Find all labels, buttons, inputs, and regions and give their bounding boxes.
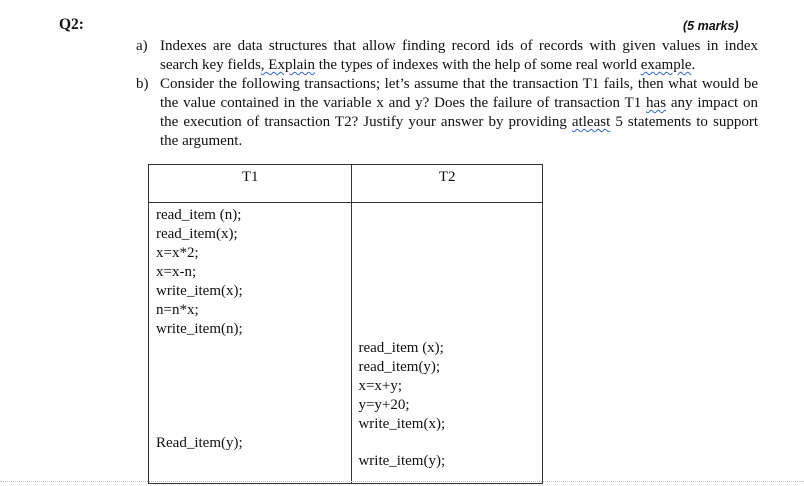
part-b-text-4: atleast xyxy=(571,114,611,130)
t1-op: write_item(x); xyxy=(156,283,243,299)
part-b-text-2: has xyxy=(646,95,667,111)
t1-op: read_item(x); xyxy=(156,226,238,242)
part-a xyxy=(136,37,758,77)
table-body-row xyxy=(149,203,543,484)
part-b-label: b) xyxy=(136,76,149,92)
page-bottom-divider xyxy=(0,481,804,482)
question-label: Q2: xyxy=(59,16,84,33)
t1-op: x=x*2; xyxy=(156,245,199,261)
marks-label: (5 marks) xyxy=(683,19,739,33)
part-a-text-4: the types of indexes with the help of some real world xyxy=(314,57,641,73)
t1-cell xyxy=(149,203,352,484)
part-a-text xyxy=(160,37,758,75)
part-b-text-1: Consider the following transactions; let’s assume that the transaction T1 fails, then what would be the value contained in the variable x and y? Does the failure of transaction T1 xyxy=(160,76,758,111)
part-a-label: a) xyxy=(136,38,148,54)
t1-op: Read_item(y); xyxy=(156,435,243,451)
transactions-table xyxy=(148,164,543,484)
t1-op: n=n*x; xyxy=(156,302,199,318)
table-header-row xyxy=(149,165,543,203)
t2-op: write_item(x); xyxy=(358,416,446,432)
t2-cell xyxy=(352,203,543,484)
part-b-text xyxy=(160,75,758,151)
t2-op: write_item(y); xyxy=(358,453,446,469)
part-a-text-2: , xyxy=(260,57,269,73)
part-b-text-5: 5 statements to support the argument. xyxy=(160,114,758,149)
t1-op: read_item (n); xyxy=(156,207,242,223)
part-b-text-3: any impact on the execution of transaction T2? Justify your answer by providing xyxy=(160,95,758,130)
t1-op: x=x-n; xyxy=(156,264,197,280)
part-a-text-6: . xyxy=(691,57,696,73)
t2-op: x=x+y; xyxy=(358,378,403,394)
part-a-text-5: example xyxy=(640,57,692,73)
t2-op: read_item (x); xyxy=(358,340,444,356)
t1-op: write_item(n); xyxy=(156,321,243,337)
part-a-text-1: Indexes are data structures that allow finding record ids of records with given values in index search key fields xyxy=(160,38,758,73)
t2-op: read_item(y); xyxy=(358,359,441,375)
t2-op: y=y+20; xyxy=(358,397,410,413)
part-a-text-3: Explain xyxy=(268,57,315,73)
header-t1: T1 xyxy=(149,165,352,203)
part-b xyxy=(136,75,758,153)
header-t2: T2 xyxy=(352,165,543,203)
